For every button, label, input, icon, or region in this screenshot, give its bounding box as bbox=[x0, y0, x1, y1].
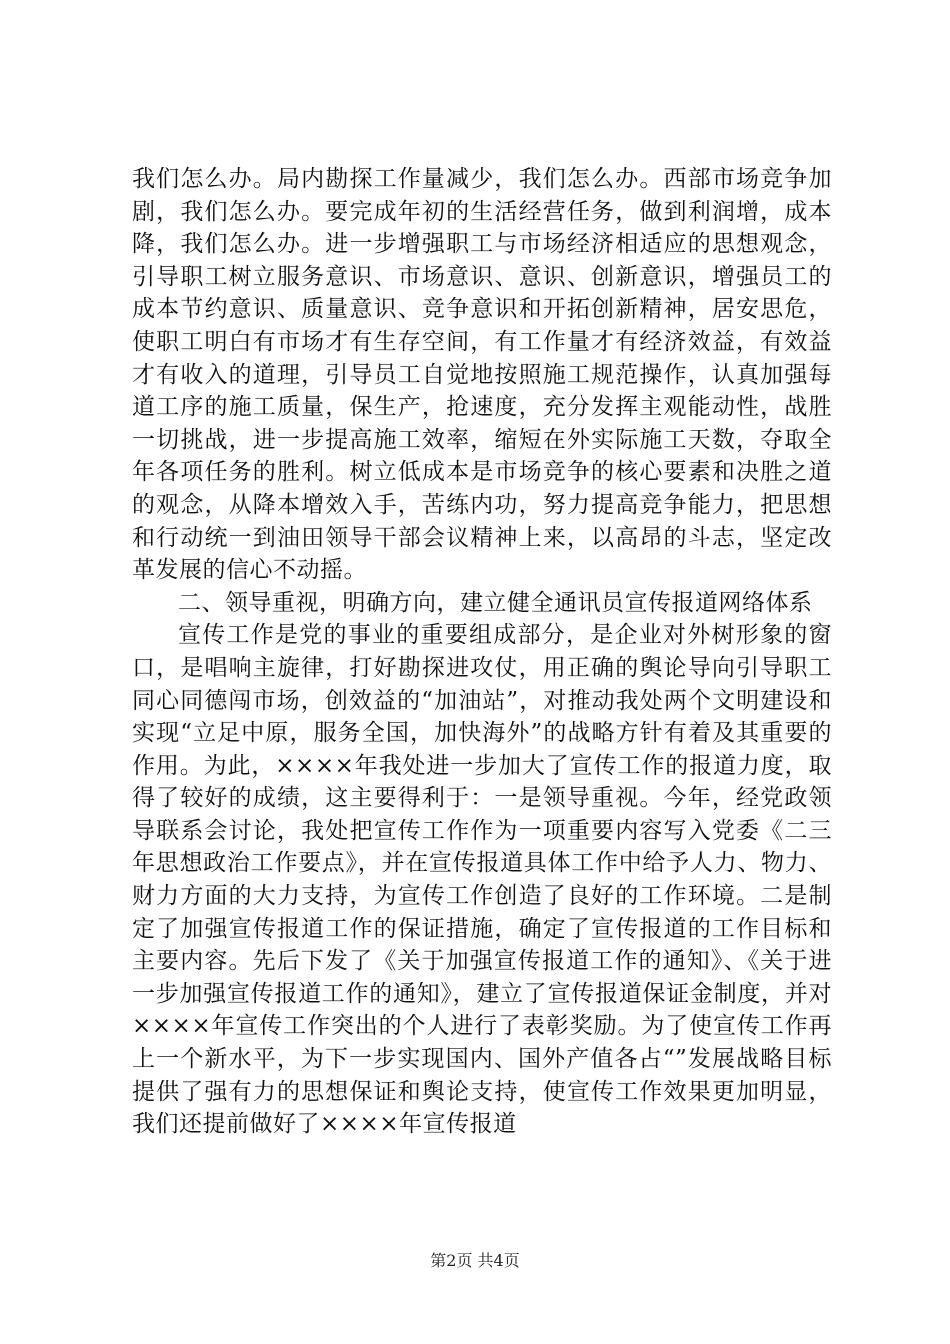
document-body bbox=[132, 163, 832, 1141]
page-footer: 第2页 共4页 bbox=[430, 1251, 520, 1270]
section-heading-2: 二、领导重视，明确方向，建立健全通讯员宣传报道网络体系 bbox=[178, 589, 813, 616]
paragraph-1: 我们怎么办。局内勘探工作量减少，我们怎么办。西部市场竞争加剧，我们怎么办。要完成年初的生活经营任务，做到利润增，成本降，我们怎么办。进一步增强职工与市场经济相适应的思想观念，引导职工树立服务意识、市场意识、意识、创新意识，增强员工的成本节约意识、质量意识、竞争意识和开拓创新精神，居安思危，使职工明白有市场才有生存空间，有工作量才有经济效益，有效益才有收入的道理，引导员工自觉地按照施工规范操作，认真加强每道工序的施工质量，保生产，抢速度，充分发挥主观能动性，战胜一切挑战，进一步提高施工效率，缩短在外实际施工天数，夺取全年各项任务的胜利。树立低成本是市场竞争的核心要素和决胜之道的观念，从降本增效入手，苦练内功，努力提高竞争能力，把思想和行动统一到油田领导干部会议精神上来，以高昂的斗志，坚定改革发展的信心不动摇。 bbox=[132, 166, 832, 584]
paragraph-3: 宣传工作是党的事业的重要组成部分，是企业对外树形象的窗口，是唱响主旋律，打好勘探进攻仗，用正确的舆论导向引导职工同心同德闯市场，创效益的“加油站”，对推动我处两个文明建设和实现“立足中原，服务全国，加快海外”的战略方针有着及其重要的作用。为此，××××年我处进一步加大了宣传工作的报道力度，取得了较好的成绩，这主要得利于：一是领导重视。今年，经党政领导联系会讨论，我处把宣传工作作为一项重要内容写入党委《二三年思想政治工作要点》，并在宣传报道具体工作中给予人力、物力、财力方面的大力支持，为宣传工作创造了良好的工作环境。二是制定了加强宣传报道工作的保证措施，确定了宣传报道的工作目标和主要内容。先后下发了《关于加强宣传报道工作的通知》、《关于进一步加强宣传报道工作的通知》，建立了宣传报道保证金制度，并对××××年宣传工作突出的个人进行了表彰奖励。为了使宣传工作再上一个新水平，为下一步实现国内、国外产值各占“”发展战略目标提供了强有力的思想保证和舆论支持，使宣传工作效果更加明显，我们还提前做好了××××年宣传报道 bbox=[132, 622, 832, 1138]
